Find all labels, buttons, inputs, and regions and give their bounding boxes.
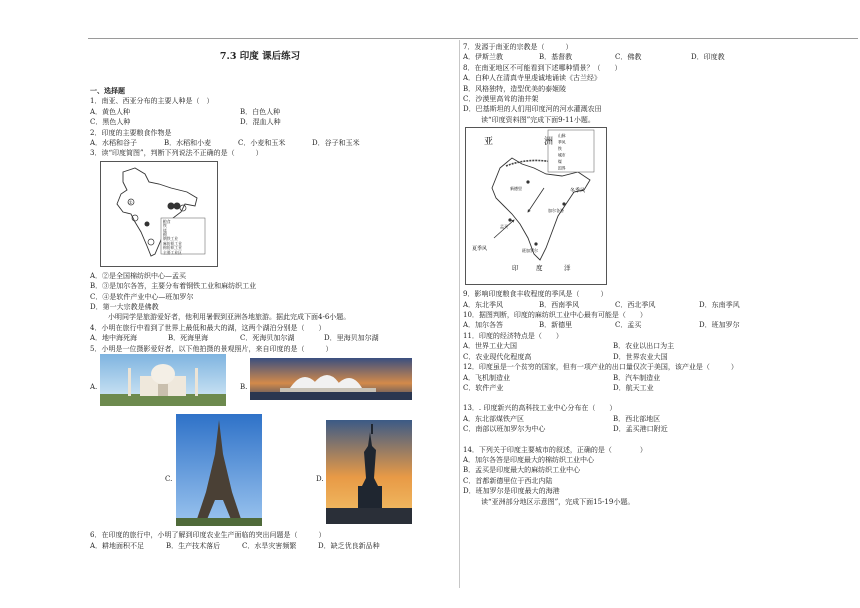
q14-option-b[interactable]: B．孟买是印度最大的麻纺织工业中心	[463, 466, 581, 475]
q12-options-2	[463, 383, 843, 393]
india-sketch-map	[100, 161, 218, 267]
summer-monsoon-label: 夏季风	[472, 246, 488, 253]
q3-stem: 3．读“印度简图”，判断下列说法不正确的是（ ）	[90, 149, 263, 158]
column-divider	[459, 40, 460, 588]
q1-option-b[interactable]: B．白色人种	[240, 107, 281, 116]
q9-option-c[interactable]: C．西北季风	[615, 300, 656, 309]
q5-label-a[interactable]: A.	[90, 383, 98, 392]
map1-legend	[163, 220, 207, 255]
kolkata-dot	[562, 203, 565, 206]
q9-stem: 9．影响印度粮食丰收程度的季风是（ ）	[463, 290, 608, 299]
q3-option-c[interactable]: C．④是软件产业中心—班加罗尔	[90, 292, 194, 301]
q9-options	[463, 300, 843, 310]
legend-cotton: 棉	[163, 232, 167, 238]
q6-option-d[interactable]: D．缺乏优良新品种	[318, 541, 380, 550]
india-border	[492, 158, 590, 260]
ocean-label-1: 印	[512, 264, 519, 273]
left-column	[90, 50, 450, 551]
q9-option-a[interactable]: A．东北季风	[463, 300, 504, 309]
q12-options	[463, 373, 843, 383]
q12-stem: 12．印度虽是一个贫穷的国家，但有一项产业的出口量仅次于美国，该产业是（ ）	[463, 363, 738, 372]
city-label-bangalore: 班加罗尔	[522, 248, 538, 254]
marker-4	[148, 239, 154, 245]
winter-monsoon-arrow	[528, 188, 544, 212]
q2-options	[90, 138, 450, 148]
q11-option-b[interactable]: B．农业以出口为主	[613, 342, 675, 351]
q10-option-c[interactable]: C．孟买	[615, 321, 642, 330]
legend-manganese: 锰	[163, 227, 167, 233]
q13-option-b[interactable]: B．西北部地区	[613, 414, 661, 423]
header-rule	[88, 38, 858, 39]
q4-option-c[interactable]: C．死海贝加尔湖	[240, 334, 295, 343]
q12-option-c[interactable]: C．软件产业	[463, 383, 504, 392]
q6-option-c[interactable]: C．水旱灾害频繁	[242, 541, 297, 550]
q2-option-c[interactable]: C．小麦和玉米	[238, 139, 286, 148]
q4-option-d[interactable]: D．里海贝加尔湖	[324, 334, 379, 343]
statue-of-liberty-photo[interactable]	[326, 420, 412, 524]
legend-industrial-zone: 主要工业区	[163, 249, 182, 255]
bangalore-dot	[534, 243, 537, 246]
q4-option-a[interactable]: A．地中海死海	[90, 334, 138, 343]
marker-iron	[145, 221, 150, 226]
q14-option-d[interactable]: D．班加罗尔是印度最大的海港	[463, 487, 560, 496]
q7-option-a[interactable]: A．伊斯兰教	[463, 53, 504, 62]
q1-option-c[interactable]: C．黑色人种	[90, 118, 131, 127]
map2-legend-coal: 煤	[558, 159, 562, 165]
map2-legend-box	[548, 130, 594, 172]
map2-legend-iron: 铁	[558, 146, 562, 152]
q8-stem: 8．在南亚地区不可能看到下述哪种情景？（ ）	[463, 63, 622, 72]
q10-option-a[interactable]: A．加尔各答	[463, 321, 504, 330]
q12-option-a[interactable]: A．飞机制造业	[463, 373, 511, 382]
taj-mahal-photo[interactable]	[100, 354, 226, 406]
q2-stem: 2．印度的主要粮食作物是	[90, 128, 172, 137]
india-data-map-svg	[466, 128, 606, 284]
q5-label-c[interactable]: C.	[165, 475, 173, 484]
page-title: 7.3 印度 课后练习	[219, 51, 301, 62]
passage-9-11: 读“印度资料图”完成下面9-11小题。	[481, 115, 595, 124]
mumbai-dot	[508, 219, 511, 222]
map2-legend-monsoon: 季风	[558, 139, 566, 145]
q8-option-a[interactable]: A．白种人在清真寺里虔诚地诵读《古兰经》	[463, 74, 602, 83]
q11-option-a[interactable]: A．世界工业大国	[463, 342, 518, 351]
map2-legend-city: 城市	[558, 152, 566, 158]
marker-3	[168, 202, 175, 209]
q5-label-b[interactable]: B.	[240, 383, 248, 392]
q4-options	[90, 333, 450, 343]
q5-label-d[interactable]: D.	[316, 475, 324, 484]
q6-stem: 6．在印度的旅行中，小明了解到印度农业生产面临的突出问题是（ ）	[90, 531, 326, 540]
map2-legend-border: 国界	[558, 165, 566, 171]
marker-3b	[174, 202, 181, 209]
q13-option-a[interactable]: A．东北部煤铁产区	[463, 414, 525, 423]
q4-stem: 4．小明在旅行中看到了世界上最低和最大的湖，这两个湖泊分别是（ ）	[90, 323, 326, 332]
q11-stem: 11．印度的经济特点是（ ）	[463, 331, 563, 340]
q7-options	[463, 52, 843, 62]
statue-of-liberty-svg	[326, 420, 412, 524]
q8-option-c[interactable]: C．沙漠里高耸的油井架	[463, 95, 539, 104]
q14-stem: 14．下列关于印度主要城市的叙述，正确的是（ ）	[463, 445, 647, 454]
q10-option-d[interactable]: D．班加罗尔	[699, 321, 740, 330]
q2-option-b[interactable]: B．水稻和小麦	[164, 139, 212, 148]
q14-option-a[interactable]: A．加尔各答是印度最大的棉纺织工业中心	[463, 455, 595, 464]
ocean-label-3: 洋	[564, 264, 571, 273]
q11-options-2	[463, 352, 843, 362]
opera-house-svg	[250, 358, 412, 400]
q2-option-d[interactable]: D．谷子和玉米	[312, 139, 360, 148]
asia-label-1: 亚	[484, 137, 494, 148]
ocean-label-2: 度	[536, 264, 543, 273]
q7-option-b[interactable]: B．基督教	[539, 53, 573, 62]
q4-option-b[interactable]: B．死海里海	[168, 334, 209, 343]
q13-stem: 13．. 印度新兴的高科技工业中心分布在（ ）	[463, 404, 617, 413]
right-column	[463, 42, 843, 507]
q13-option-d[interactable]: D．孟买港口附近	[613, 425, 668, 434]
q10-options	[463, 320, 843, 330]
city-label-delhi: 新德里	[510, 186, 522, 192]
legend-steel: 钢铁工业	[163, 236, 179, 242]
section-heading: 一、选择题	[90, 86, 125, 95]
taj-mahal-svg	[100, 354, 226, 406]
q8-option-d[interactable]: D．巴基斯坦的人们用印度河的河水灌溉农田	[463, 105, 602, 114]
q5-photos	[90, 354, 450, 526]
q7-option-d[interactable]: D．印度教	[691, 53, 725, 62]
q13-option-c[interactable]: C．南部以班加罗尔为中心	[463, 425, 546, 434]
q13-options	[463, 414, 843, 424]
marker-1-label: ①	[128, 200, 133, 206]
india-data-map	[465, 127, 607, 285]
q1-option-a[interactable]: A．黄色人种	[90, 107, 131, 116]
q3-option-b[interactable]: B．③是加尔各答，主要分布着钢铁工业和麻纺织工业	[90, 282, 257, 291]
q14-option-c[interactable]: C．首都新德里位于西北内陆	[463, 476, 553, 485]
q11-options	[463, 341, 843, 351]
q10-option-b[interactable]: B．新德里	[539, 321, 573, 330]
winter-monsoon-label: 冬季风	[570, 188, 586, 195]
q12-option-b[interactable]: B．汽车制造业	[613, 373, 661, 382]
q1-stem: 1．南亚、西亚分布的主要人种是（ ）	[90, 97, 214, 106]
legend-grain: 粮食	[163, 218, 171, 224]
q8-option-b[interactable]: B．风格独特，造型优美的泰姬陵	[463, 84, 567, 93]
summer-monsoon-arrow	[494, 220, 514, 238]
q11-option-c[interactable]: C．农业现代化程度高	[463, 352, 532, 361]
q3-option-a[interactable]: A．②是全国棉纺织中心—孟买	[90, 271, 187, 280]
q1-options	[90, 107, 450, 117]
q1-options-2	[90, 117, 450, 127]
q10-stem: 10．据图判断，印度的麻纺织工业中心最有可能是（ ）	[463, 311, 647, 320]
legend-cotton-textile: 棉纺织工业	[163, 245, 182, 251]
q7-option-c[interactable]: C．佛教	[615, 53, 642, 62]
q9-option-b[interactable]: B．西南季风	[539, 300, 580, 309]
q12-option-d[interactable]: D．航天工业	[613, 383, 654, 392]
q13-options-2	[463, 424, 843, 434]
q3-option-d[interactable]: D．第一大宗教是佛教	[90, 303, 159, 312]
map2-legend-mountain: 山脉	[558, 133, 566, 139]
legend-jute: 麻纺织工业	[163, 240, 182, 246]
delhi-dot	[526, 181, 529, 184]
legend-iron: 铁	[163, 223, 167, 229]
q6-option-b[interactable]: B．生产技术落后	[166, 541, 221, 550]
passage-15-19: 读“亚洲部分地区示意图”，完成下面15-19小题。	[481, 497, 635, 506]
city-label-mumbai: 孟买	[500, 224, 508, 230]
q6-option-a[interactable]: A．耕地面积不足	[90, 541, 145, 550]
q6-options	[90, 541, 450, 551]
q2-option-a[interactable]: A．水稻和谷子	[90, 139, 138, 148]
q5-stem: 5．小明是一位摄影爱好者，以下他拍摄的景观照片，来自印度的是（ ）	[90, 344, 333, 353]
eiffel-tower-photo[interactable]	[176, 414, 262, 526]
passage-4-6: 小明同学是旅游爱好者，他利用暑假到亚洲各地旅游。据此完成下面4-6小题。	[108, 313, 351, 322]
q1-option-d[interactable]: D．混血人种	[240, 118, 281, 127]
eiffel-tower-svg	[176, 414, 262, 526]
q7-stem: 7．发源于南亚的宗教是（ ）	[463, 43, 573, 51]
q9-option-d[interactable]: D．东南季风	[699, 300, 740, 309]
opera-house-photo[interactable]	[250, 358, 412, 400]
asia-label-2: 洲	[544, 137, 554, 148]
city-label-kolkata: 加尔各答	[548, 208, 564, 214]
q11-option-d[interactable]: D．世界农业大国	[613, 352, 668, 361]
